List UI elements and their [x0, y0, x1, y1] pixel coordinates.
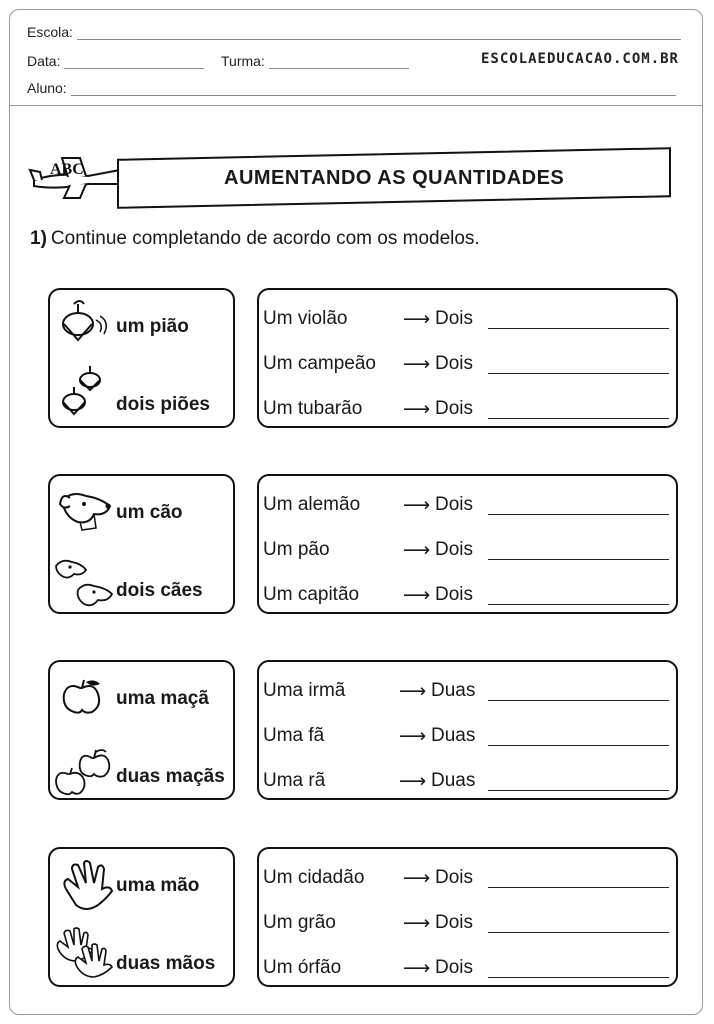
answer-blank[interactable]: [488, 977, 669, 978]
model-singular: uma maçã: [116, 688, 209, 709]
arrow-icon: ⟶: [403, 540, 431, 561]
exercise-row: [263, 676, 675, 706]
model-plural: dois piões: [116, 394, 210, 415]
model-plural: duas maçãs: [116, 766, 225, 787]
exercise-group-1: [0, 288, 714, 434]
singular-word: Um tubarão: [263, 398, 363, 419]
exercise-row: [263, 580, 675, 610]
singular-word: Um campeão: [263, 353, 376, 374]
answer-blank[interactable]: [488, 790, 669, 791]
arrow-icon: ⟶: [403, 913, 431, 934]
arrow-icon: ⟶: [403, 309, 431, 330]
singular-word: Um pão: [263, 539, 330, 560]
hand-icon: [54, 927, 116, 981]
model-box: [48, 660, 235, 800]
model-box: [48, 847, 235, 987]
answer-blank[interactable]: [488, 700, 669, 701]
class-field[interactable]: [221, 53, 409, 69]
plural-prefix: Dois: [435, 912, 474, 933]
plural-prefix: Duas: [431, 770, 476, 791]
spinning-top-icon: [56, 298, 112, 344]
exercise-row: [263, 535, 675, 565]
exercise-box: [257, 474, 678, 614]
arrow-icon: ⟶: [403, 399, 431, 420]
singular-word: Uma rã: [263, 770, 326, 791]
model-plural: dois cães: [116, 580, 203, 601]
spinning-top-icon: [54, 362, 112, 420]
brand-text: ESCOLAEDUCACAO.COM.BR: [480, 51, 679, 67]
exercise-row: [263, 721, 675, 751]
exercise-row: [263, 953, 675, 983]
date-field[interactable]: [27, 53, 204, 69]
plural-prefix: Dois: [435, 584, 474, 605]
plural-prefix: Dois: [435, 494, 474, 515]
question-text: Continue completando de acordo com os modelos.: [50, 228, 480, 249]
exercise-box: [257, 288, 678, 428]
answer-blank[interactable]: [488, 418, 669, 419]
exercise-group-3: [0, 660, 714, 806]
answer-blank[interactable]: [488, 373, 669, 374]
plural-prefix: Dois: [435, 867, 474, 888]
exercise-row: [263, 908, 675, 938]
apple-icon: [60, 676, 106, 716]
hand-icon: [58, 859, 116, 913]
arrow-icon: ⟶: [399, 726, 427, 747]
plural-prefix: Duas: [431, 680, 476, 701]
class-line[interactable]: [269, 57, 409, 69]
singular-word: Um violão: [263, 308, 348, 329]
exercise-box: [257, 847, 678, 987]
answer-blank[interactable]: [488, 328, 669, 329]
date-line[interactable]: [64, 57, 204, 69]
header: [9, 9, 703, 106]
date-label: Data:: [27, 53, 61, 69]
arrow-icon: ⟶: [399, 771, 427, 792]
answer-blank[interactable]: [488, 745, 669, 746]
plural-prefix: Dois: [435, 539, 474, 560]
question-number: 1): [30, 228, 47, 249]
singular-word: Um alemão: [263, 494, 361, 515]
answer-blank[interactable]: [488, 559, 669, 560]
class-label: Turma:: [221, 53, 265, 69]
singular-word: Um cidadão: [263, 867, 365, 888]
model-box: [48, 288, 235, 428]
plural-prefix: Dois: [435, 353, 474, 374]
plural-prefix: Dois: [435, 957, 474, 978]
arrow-icon: ⟶: [399, 681, 427, 702]
answer-blank[interactable]: [488, 604, 669, 605]
singular-word: Um grão: [263, 912, 336, 933]
plural-prefix: Dois: [435, 308, 474, 329]
arrow-icon: ⟶: [403, 354, 431, 375]
singular-word: Um órfão: [263, 957, 342, 978]
page-title: AUMENTANDO AS QUANTIDADES: [223, 166, 565, 189]
exercise-group-4: [0, 847, 714, 993]
singular-word: Um capitão: [263, 584, 360, 605]
abc-icon-text: ABC: [50, 161, 84, 178]
model-plural: duas mãos: [116, 953, 216, 974]
exercise-group-2: [0, 474, 714, 620]
student-label: Aluno:: [27, 80, 67, 96]
exercise-box: [257, 660, 678, 800]
school-label: Escola:: [27, 24, 73, 40]
exercise-row: [263, 863, 675, 893]
question-1: [30, 228, 480, 250]
exercise-row: [263, 349, 675, 379]
arrow-icon: ⟶: [403, 958, 431, 979]
exercise-row: [263, 490, 675, 520]
dog-icon: [56, 488, 116, 532]
model-singular: um pião: [116, 316, 189, 337]
exercise-row: [263, 394, 675, 424]
singular-word: Uma fã: [263, 725, 325, 746]
arrow-icon: ⟶: [403, 495, 431, 516]
apple-icon: [54, 746, 116, 798]
arrow-icon: ⟶: [403, 585, 431, 606]
model-singular: um cão: [116, 502, 183, 523]
plural-prefix: Duas: [431, 725, 476, 746]
answer-blank[interactable]: [488, 932, 669, 933]
student-field[interactable]: [27, 80, 676, 96]
plural-prefix: Dois: [435, 398, 474, 419]
model-singular: uma mão: [116, 875, 200, 896]
student-line[interactable]: [71, 84, 676, 96]
singular-word: Uma irmã: [263, 680, 346, 701]
exercise-row: [263, 766, 675, 796]
airplane-icon: [28, 150, 128, 202]
school-line[interactable]: [77, 28, 681, 40]
answer-blank[interactable]: [488, 514, 669, 515]
answer-blank[interactable]: [488, 887, 669, 888]
arrow-icon: ⟶: [403, 868, 431, 889]
school-field[interactable]: [27, 24, 681, 40]
model-box: [48, 474, 235, 614]
exercise-row: [263, 304, 675, 334]
dog-icon: [52, 556, 116, 612]
